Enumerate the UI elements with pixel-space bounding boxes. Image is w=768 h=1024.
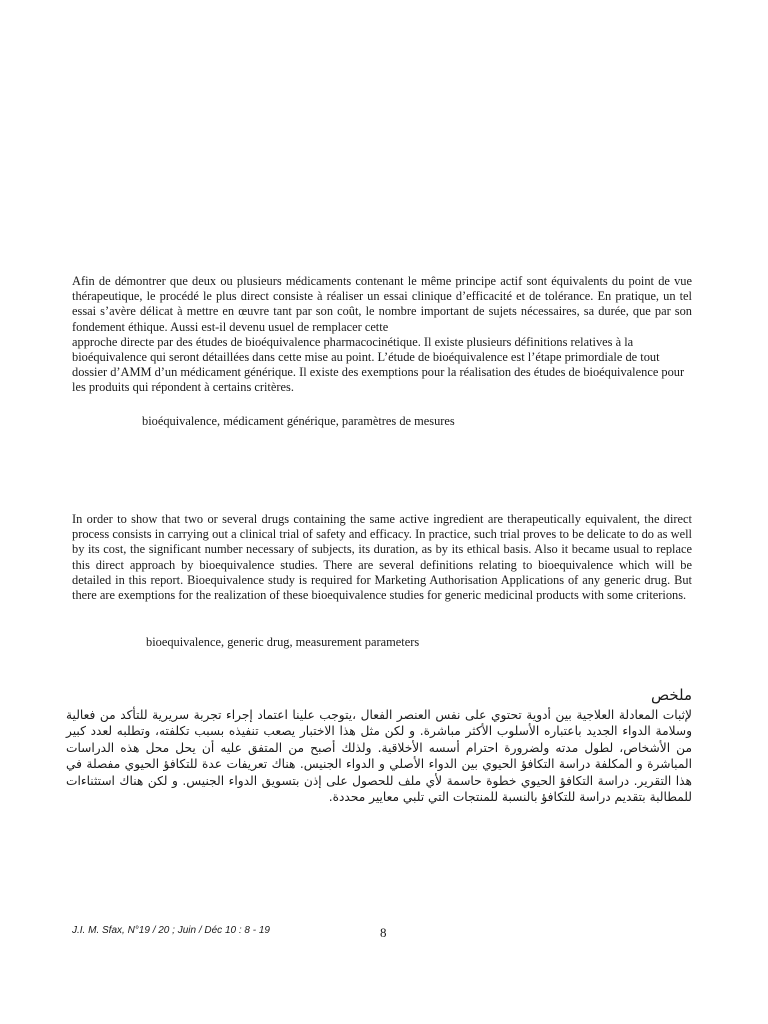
english-abstract-paragraph: In order to show that two or several drugs containing the same active ingredient are therapeutically equivalent, the direct process consists in carrying out a clinical trial of safety and efficacy. In practice, such trial proves to be delicate to do as well by its cost, the significant number necessary of subjects, its duration, as by its ethical basis. Also it became usual to replace this direct approach by bioequivalence studies. There are several definitions relating to bioequivalence which will be detailed in this report. Bioequivalence study is required for Marketing Authorisation Applications of any generic drug. But there are exemptions for the realization of these bioequivalence studies for generic medicinal products with some criterions. [72, 512, 692, 603]
french-keywords-text: bioéquivalence, médicament générique, paramètres de mesures [142, 414, 455, 428]
french-keywords [142, 414, 642, 429]
page-number [380, 925, 400, 941]
french-abstract-paragraph: Afin de démontrer que deux ou plusieurs médicaments contenant le même principe actif sont équivalents du point de vue thérapeutique, le procédé le plus direct consiste à réaliser un essai clinique d’efficacité et de tolérance. En pratique, un tel essai s’avère délicat à mettre en œuvre tant par son coût, le nombre important de sujets nécessaires, sa durée, que par son fondement éthique. Aussi est-il devenu usuel de remplacer cette [72, 274, 692, 334]
arabic-abstract-paragraph: لإثبات المعادلة العلاجية بين أدوية تحتوي على نفس العنصر الفعال ،يتوجب علينا اعتماد إجراء تجربة سريرية للتأكد من فعالية وسلامة الدواء الجديد باعتباره الأسلوب الأكثر مباشرة. و لكن مثل هذا الاختبار يصعب تنفيذه بسبب تكلفته، وتطلبه لعدد كبير من الأشخاص، لطول مدته ولضرورة احترام أسسه الأخلاقية. ولذلك أصبح من المتفق عليه أن يحل محل هذه الدراسات المباشرة و المكلفة دراسة التكافؤ الحيوي بين الدواء الأصلي و الدواء الجنيس. هناك تعريفات عدة للتكافؤ الحيوي مفصلة في هذا التقرير. دراسة التكافؤ الحيوي خطوة حاسمة لأي ملف للحصول على إذن بتسويق الدواء الجنيس. و لكن هناك استثناءات للمطالبة بتقديم دراسة للتكافؤ بالنسبة للمنتجات التي تلبي معايير محددة. [66, 708, 692, 805]
french-abstract [72, 274, 692, 396]
arabic-abstract [66, 686, 692, 805]
english-keywords [146, 635, 646, 650]
arabic-abstract-title: ملخص [650, 686, 692, 704]
journal-reference-text: J.I. M. Sfax, N°19 / 20 ; Juin / Déc 10 : 8 - 19 [72, 925, 270, 936]
page-number-text: 8 [380, 925, 387, 940]
french-abstract-paragraph-continued: approche directe par des études de bioéquivalence pharmacocinétique. Il existe plusieurs définitions relatives à la bioéquivalence qui seront détaillées dans cette mise au point. L’étude de bioéquivalence est l’étape primordiale de tout dossier d’AMM d’un médicament générique. Il existe des exemptions pour la réalisation des études de bioéquivalence pour les produits qui répondent à certains critères. [72, 334, 685, 395]
english-abstract [72, 512, 692, 603]
footer-journal-reference [72, 925, 372, 936]
english-keywords-text: bioequivalence, generic drug, measurement parameters [146, 635, 420, 649]
